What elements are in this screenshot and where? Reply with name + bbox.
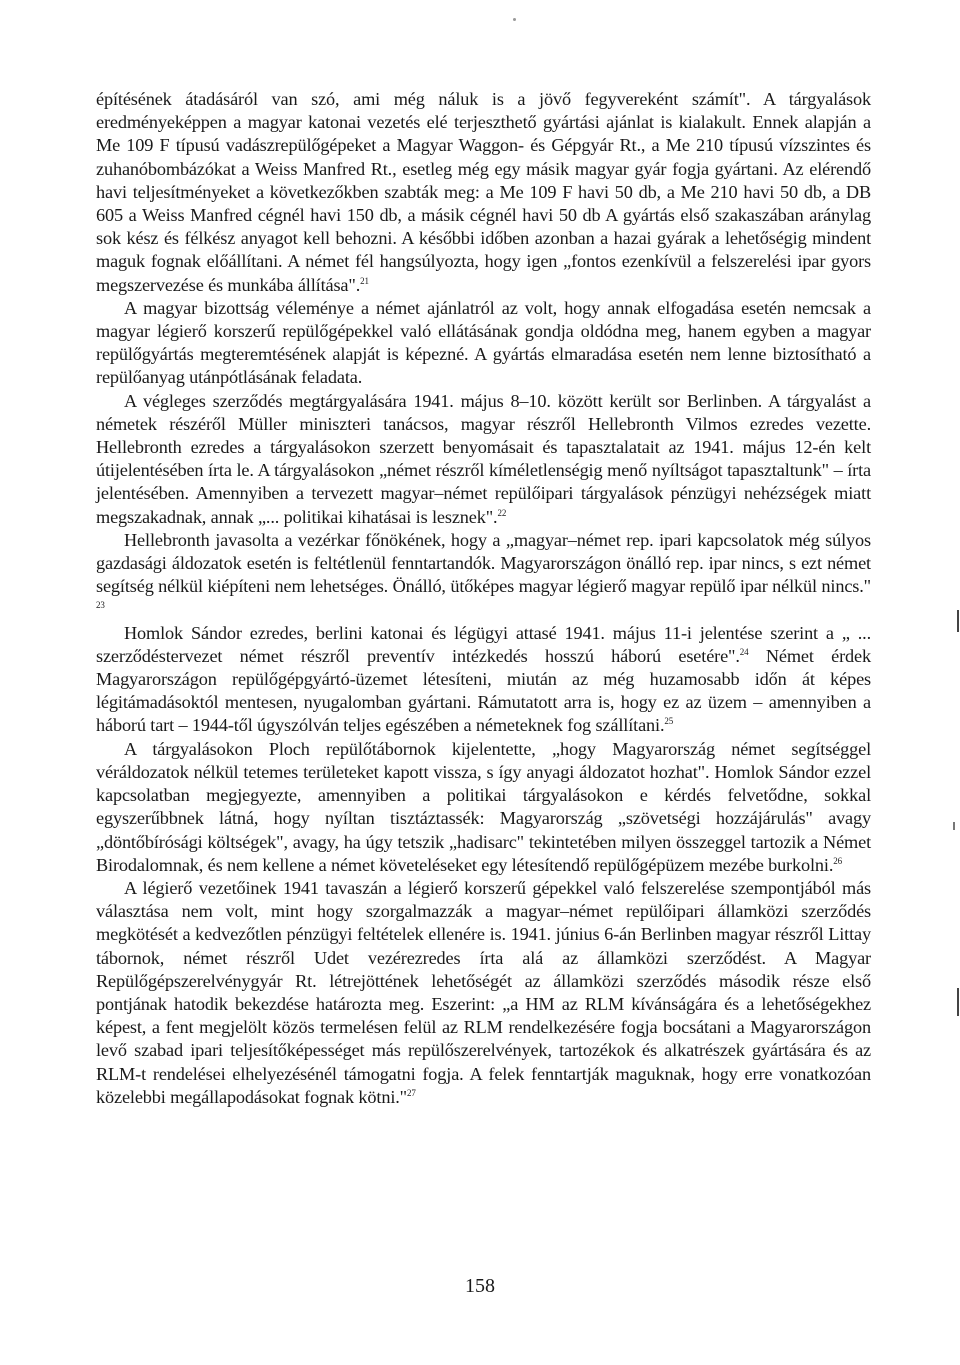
paragraph (96, 88, 871, 297)
paragraph-text: A tárgyalásokon Ploch repülőtábornok kijelentette, „hogy Magyarország német segítséggel véráldozatok nélkül tetemes területeket kapott vissza, s így anyagi áldozatot hozhat". Homlok Sándor ezzel kapcsolatban megjegyezte, amennyiben a politikai tárgyalásokon e kérdés felvetődne, sokkal egyszerűbbnek látná, hogy nyíltan tisztáztassék: Magyarország „szövetségi hozzájárulás" avagy „döntőbírósági költségek", avagy, ha úgy tetszik „hadisarc" tekintetében milyen összeggel tartozik a Német Birodalomnak, és nem kellene a német követeléseket egy létesítendő repülőgépüzem mezébe burkolni. (96, 738, 871, 875)
paragraph (96, 622, 871, 738)
scan-edge-mark (957, 988, 959, 1016)
paragraph-text: A magyar bizottság véleménye a német ajánlatról az volt, hogy annak elfogadása esetén nemcsak a magyar légierő korszerű repülőgépekkel való ellátásának gondja oldódna meg, hanem egyben a magyar repülőgyártás megteremtésének alapját is képezné. A gyártás elmaradása esetén nem lenne biztosítható a repülőanyag utánpótlásának feladata. (96, 297, 871, 388)
footnote-reference: 22 (497, 507, 507, 518)
footnote-reference: 25 (664, 716, 674, 727)
footnote-reference: 24 (739, 646, 749, 657)
paragraph-text: Német érdek Magyarországon repülőgépgyártó-üzemet létesíteni, miután az még huzamosabb időn át képes légitámadásoktól mentesen, nyugalomban gyártani. Rámutatott arra is, hogy ez az üzem – amennyiben a háború tart – 1944-től úgyszólván teljes egészében a németeknek fog szállítani. (96, 645, 871, 736)
scan-speck (513, 18, 516, 21)
paragraph-text: építésének átadásáról van szó, ami még náluk is a jövő fegyvereként számít". A tárgyalások eredményeképpen a magyar katonai vezetés elé terjeszthető gyártási ajánlat is kialakult. Ennek alapján a Me 109 F típusú vadászrepülőgépeket a Magyar Waggon- és Gépgyár Rt., a Me 210 típusú vízszintes és zuhanóbombázókat a Weiss Manfred Rt., esetleg még egy másik magyar gyár fogja gyártani. Az elérendő havi teljesítményeket a következőkben szabták meg: a Me 109 F havi 50 db, a Me 210 havi 50 db, a DB 605 a Weiss Manfred cégnél havi 150 db, a másik cégnél havi 50 db A gyártás első szakaszában aránylag sok kész és félkész anyagot kell behozni. A későbbi időben azonban a hazai gyárak a lehetőségig mindent maguk fognak előállítani. A német fél hangsúlyozta, hogy igen „fontos ezenkívül a felszerelési ipar gyors megszervezése és munkába állítása". (96, 89, 871, 295)
footnote-reference: 21 (360, 275, 369, 286)
paragraph-text: A légierő vezetőinek 1941 tavaszán a légierő korszerű gépekkel való felszerelése szempontjából más választása nem volt, mint hogy szorgalmazzák a magyar–német repülőipari államközi szerződés megkötését a kedvezőtlen pénzügyi feltételek ellenére is. 1941. június 6-án Berlinben magyar részről Littay tábornok, német részről Udet vezérezredes írta alá az államközi szerződést. A Magyar Repülőgépszerelvénygyár Rt. létrejöttének lehetőségét az államközi szerződés második része első pontjának hatodik bekezdése határozta meg. Eszerint: „a HM az RLM kívánságára és a lehetőségekhez képest, a fent megjelölt közös termelésen felül az RLM rendelkezésére fogja bocsátani a Magyarországon levő szabad ipari teljesítőképességet más repülőszerelvények, tartozékok és alkatrészek gyártására és az RLM-t rendelései elhelyezésénél támogatni fogja. A felek fenntartják maguknak, hogy erre vonatkozóan közelebbi megállapodásokat fognak kötni." (96, 877, 871, 1107)
scan-edge-mark (957, 610, 959, 632)
paragraph (96, 297, 871, 390)
scan-edge-mark (953, 822, 955, 830)
footnote-reference: 27 (407, 1087, 416, 1098)
paragraph-text: A végleges szerződés megtárgyalására 1941. május 8–10. között került sor Berlinben. A tárgyalást a németek részéről Müller miniszteri tanácsos, magyar részről Hellebronth Vilmos ezredes vezette. Hellebronth ezredes a tárgyalásokon szerzett benyomásait és tapasztalatait az 1941. május 12-én kelt útijelentésében írta le. A tárgyalásokon „német részről kíméletlenségig menő nyíltságot tapasztaltunk" – írta jelentésében. Amennyiben a tervezett magyar–német repülőipari tárgyalások pénzügyi nehézségek miatt megszakadnak, annak „... politikai kihatásai is lesznek". (96, 390, 871, 527)
paragraph (96, 738, 871, 877)
paragraph (96, 390, 871, 529)
paragraph (96, 877, 871, 1109)
footnote-reference: 23 (96, 600, 105, 611)
paragraph-text: Homlok Sándor ezredes, berlini katonai és légügyi attasé 1941. május 11-i jelentése szerint a „ ... szerződéstervezet német részről preventív intézkedés hosszú háború esetére". (96, 622, 871, 666)
paragraph-text: Hellebronth javasolta a vezérkar főnökének, hogy a „magyar–német rep. ipari kapcsolatok még súlyos gazdasági áldozatok esetén is feltétlenül fenntartandók. Magyarországon önálló rep. ipar nincs, s ezt német segítség nélkül kiépíteni nem lehetséges. Önálló, ütőképes magyar légierő magyar repülő ipar nélkül nincs." (96, 529, 871, 597)
page-number: 158 (465, 1275, 495, 1297)
paragraph (96, 529, 871, 622)
footnote-reference: 26 (833, 855, 842, 866)
body-text (96, 88, 871, 1109)
